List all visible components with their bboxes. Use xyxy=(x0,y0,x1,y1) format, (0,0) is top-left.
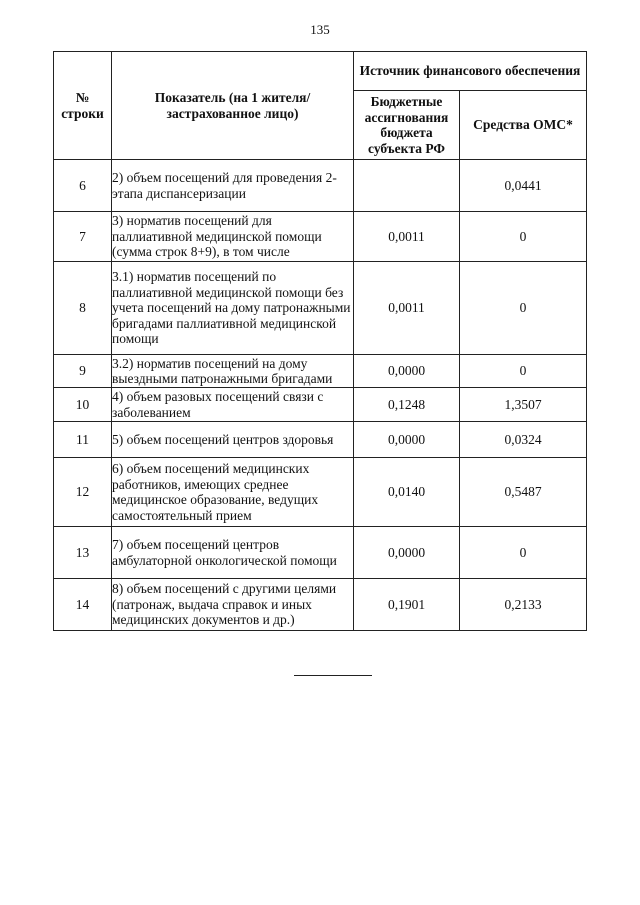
row-number: 9 xyxy=(54,355,112,388)
row-number: 8 xyxy=(54,262,112,355)
row-oms-value: 1,3507 xyxy=(460,388,587,422)
page-number: 135 xyxy=(310,22,330,37)
row-number: 6 xyxy=(54,160,112,212)
row-indicator: 3.1) норматив посещений по паллиативной медицинской помощи без учета посещений на дому патронажными бригадами паллиативной медицинской помощи xyxy=(112,262,354,355)
table-row xyxy=(54,212,587,262)
table-row xyxy=(54,355,587,388)
header-row-number: № строки xyxy=(54,52,112,160)
financing-table xyxy=(53,51,587,631)
table-row xyxy=(54,160,587,212)
row-number: 7 xyxy=(54,212,112,262)
table-row xyxy=(54,458,587,527)
row-budget-value: 0,1248 xyxy=(354,388,460,422)
table-row xyxy=(54,388,587,422)
row-oms-value: 0 xyxy=(460,355,587,388)
table-row xyxy=(54,527,587,579)
row-budget-value: 0,0000 xyxy=(354,422,460,458)
row-indicator: 5) объем посещений центров здоровья xyxy=(112,422,354,458)
row-oms-value: 0,0324 xyxy=(460,422,587,458)
row-number: 12 xyxy=(54,458,112,527)
header-funding-source: Источник финансового обеспечения xyxy=(354,52,587,91)
header-indicator: Показатель (на 1 жителя/застрахованное лицо) xyxy=(112,52,354,160)
row-indicator: 4) объем разовых посещений связи с заболеванием xyxy=(112,388,354,422)
row-budget-value: 0,0011 xyxy=(354,212,460,262)
row-indicator: 3.2) норматив посещений на дому выездными патронажными бригадами xyxy=(112,355,354,388)
row-number: 11 xyxy=(54,422,112,458)
row-oms-value: 0 xyxy=(460,212,587,262)
row-indicator: 7) объем посещений центров амбулаторной онкологической помощи xyxy=(112,527,354,579)
row-number: 14 xyxy=(54,579,112,631)
row-indicator: 8) объем посещений с другими целями (патронаж, выдача справок и иных медицинских документов и др.) xyxy=(112,579,354,631)
row-oms-value: 0,0441 xyxy=(460,160,587,212)
row-number: 13 xyxy=(54,527,112,579)
row-budget-value: 0,0000 xyxy=(354,355,460,388)
row-number: 10 xyxy=(54,388,112,422)
header-budget: Бюджетные ассигнования бюджета субъекта РФ xyxy=(354,91,460,160)
row-budget-value xyxy=(354,160,460,212)
row-indicator: 3) норматив посещений для паллиативной медицинской помощи (сумма строк 8+9), в том числе xyxy=(112,212,354,262)
row-budget-value: 0,0011 xyxy=(354,262,460,355)
table-row xyxy=(54,262,587,355)
row-budget-value: 0,0140 xyxy=(354,458,460,527)
row-oms-value: 0 xyxy=(460,262,587,355)
row-oms-value: 0,5487 xyxy=(460,458,587,527)
row-indicator: 6) объем посещений медицинских работников, имеющих среднее медицинское образование, ведущих самостоятельный прием xyxy=(112,458,354,527)
row-oms-value: 0 xyxy=(460,527,587,579)
table-row xyxy=(54,422,587,458)
header-oms: Средства ОМС* xyxy=(460,91,587,160)
row-indicator: 2) объем посещений для проведения 2-этапа диспансеризации xyxy=(112,160,354,212)
row-oms-value: 0,2133 xyxy=(460,579,587,631)
row-budget-value: 0,0000 xyxy=(354,527,460,579)
end-divider-line xyxy=(294,675,372,676)
table-row xyxy=(54,579,587,631)
row-budget-value: 0,1901 xyxy=(354,579,460,631)
